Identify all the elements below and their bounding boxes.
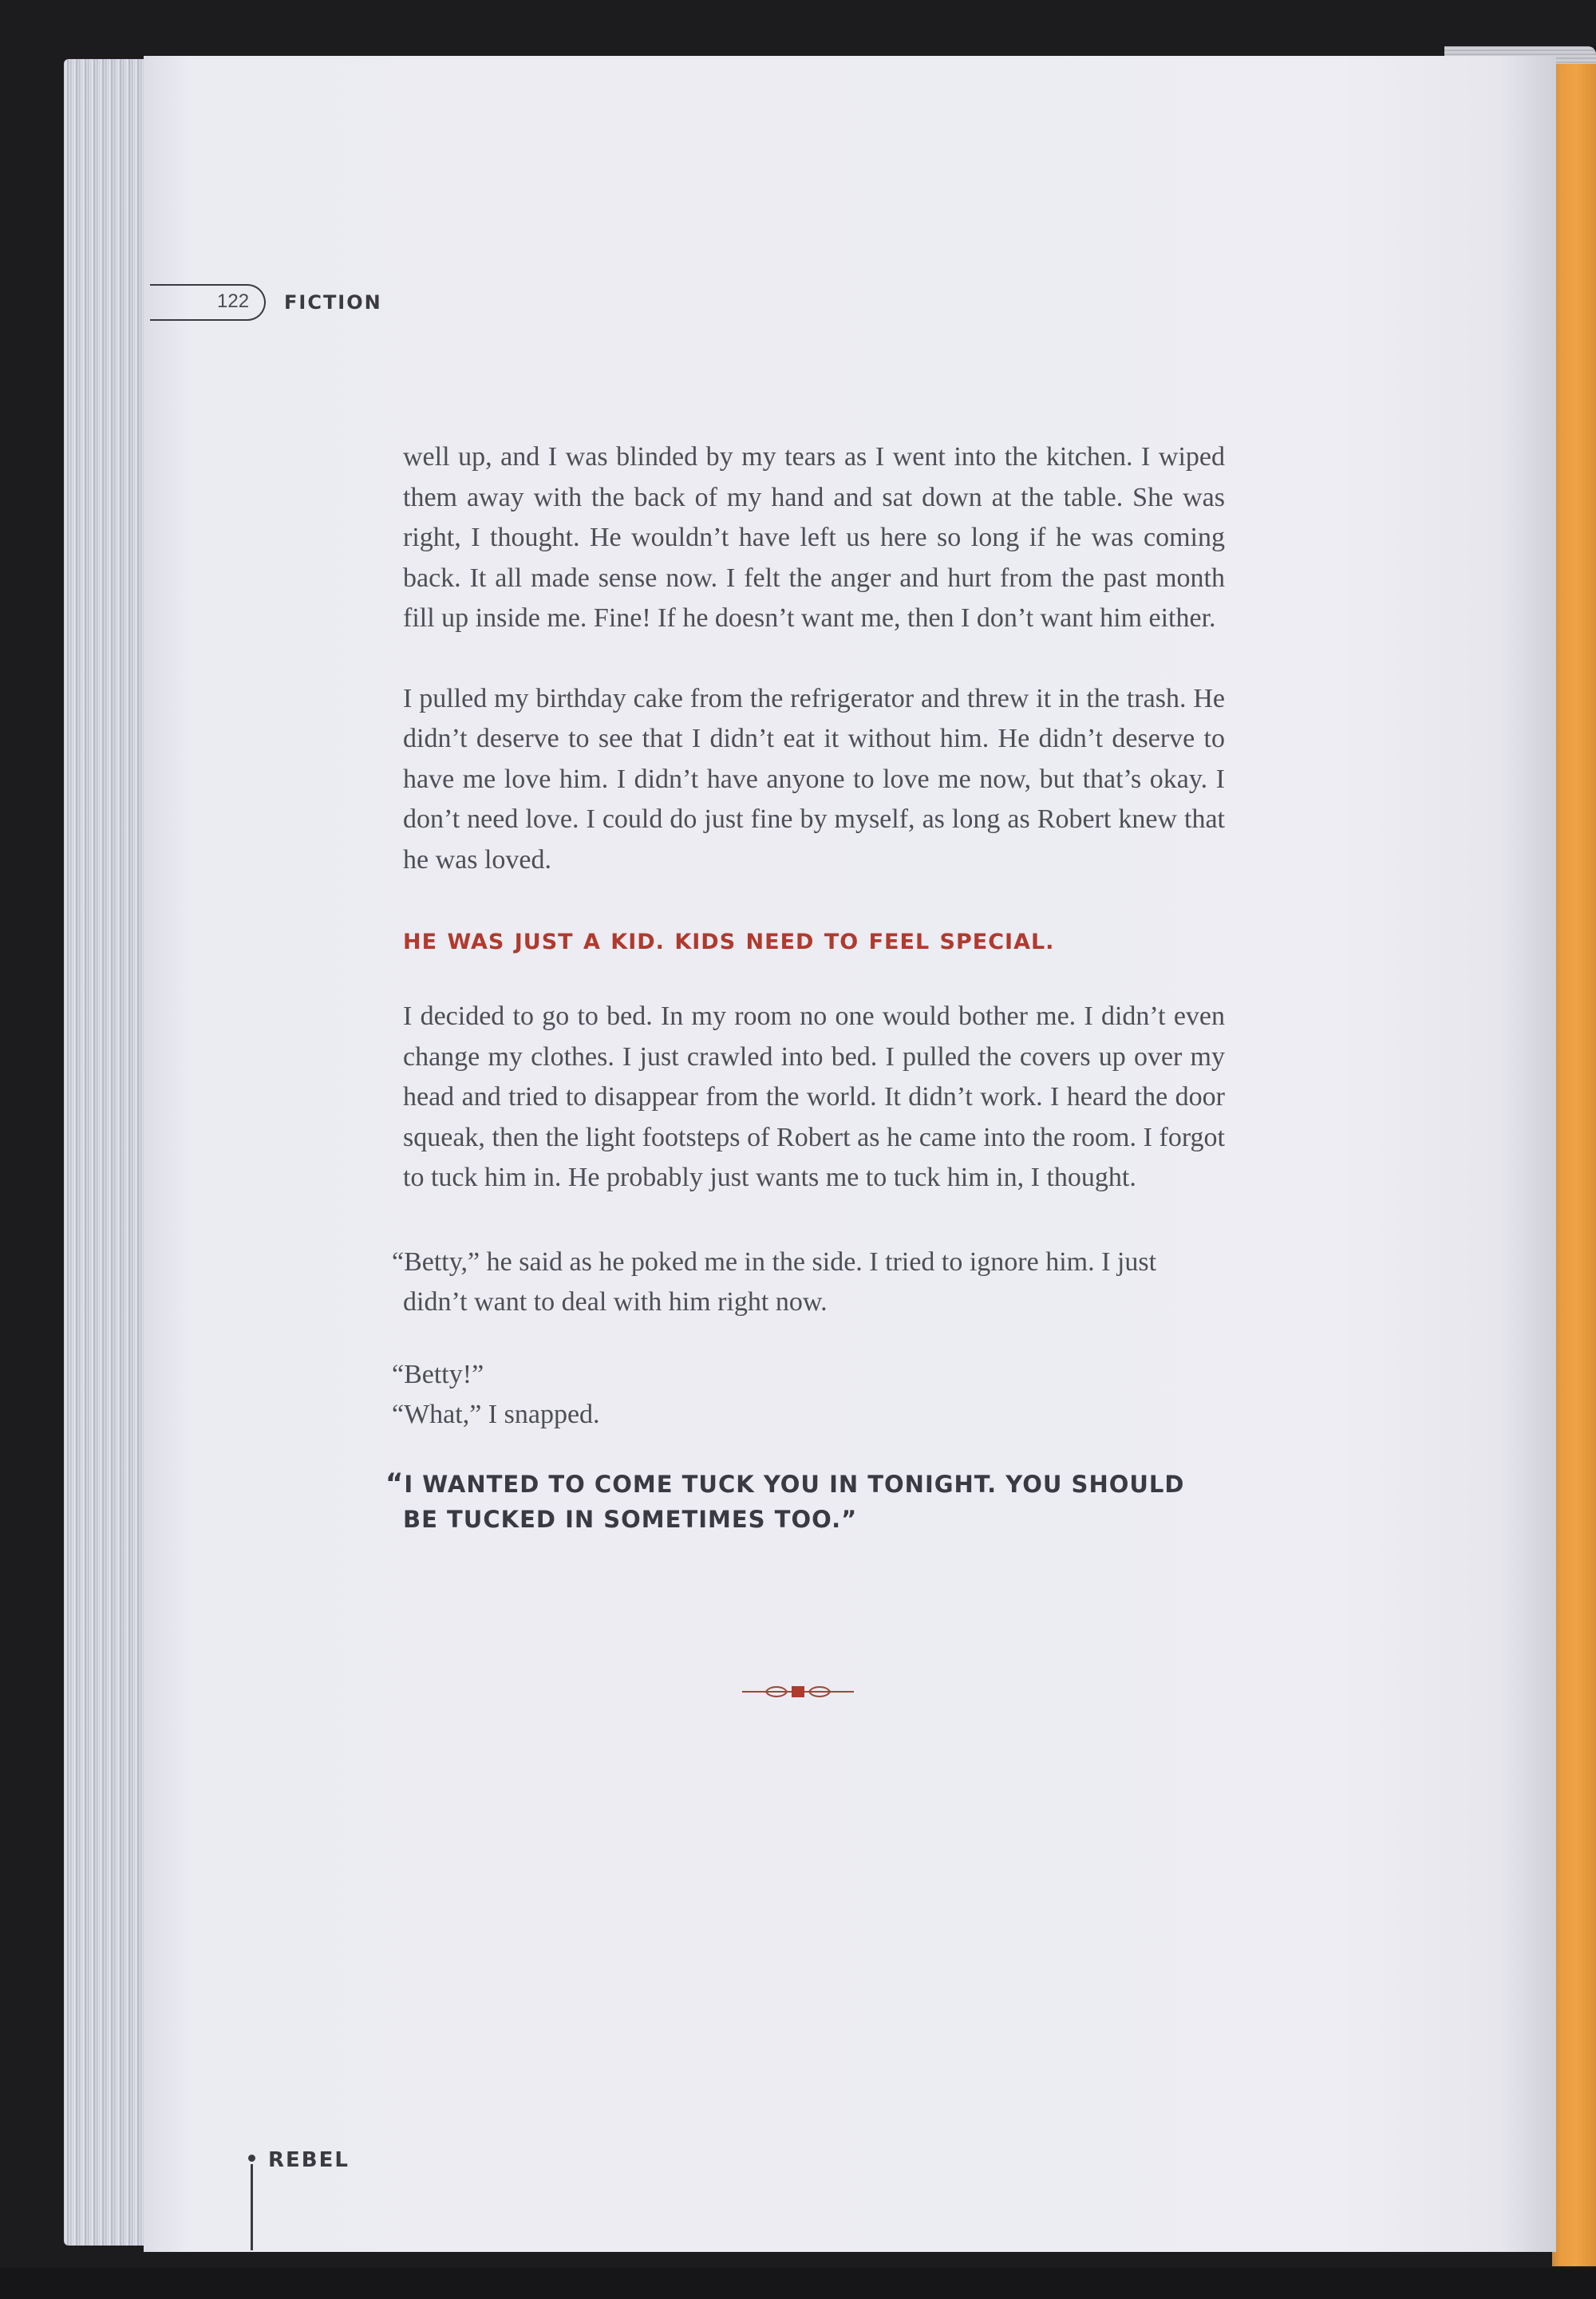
- dialogue-line: “What,” I snapped.: [392, 1400, 600, 1429]
- paragraph: I decided to go to bed. In my room no one would bother me. I didn’t even change my clothes. I just crawled into bed. I pulled the covers up over my head and tried to disappear from the world. It didn’t work. I heard the door squeak, then the light footsteps of Robert as he came into the room. I forgot to tuck him in. He probably just wants me to tuck him in, I thought.: [403, 1001, 1225, 1192]
- section-label: FICTION: [284, 291, 382, 314]
- pull-quote-dark-text: I WANTED TO COME TUCK YOU IN TONIGHT. YOU SHOULD BE TUCKED IN SOMETIMES TOO.”: [403, 1470, 1185, 1533]
- dialogue-line: “Betty!”: [392, 1359, 484, 1389]
- quote-mark: “: [385, 1467, 405, 1499]
- section-ornament-icon: [742, 1676, 854, 1708]
- body-text: [385, 437, 1225, 1537]
- footer-rule: [251, 2164, 253, 2250]
- footer-dot: [248, 2155, 255, 2162]
- background-dark: [0, 2268, 1596, 2299]
- dialogue-line: “Betty,” he said as he poked me in the side. I tried to ignore him. I just didn’t want to deal with him right now.: [392, 1246, 1157, 1317]
- page-number: 122: [217, 290, 250, 312]
- paragraph: I pulled my birthday cake from the refrigerator and threw it in the trash. He didn’t deserve to see that I didn’t eat it without him. He didn’t deserve to have me love him. I didn’t have anyone to love me now, but that’s okay. I don’t need love. I could do just fine by myself, as long as Robert knew that he was loved.: [403, 683, 1225, 875]
- page-stack-edge: [64, 59, 152, 2246]
- pull-quote-dark: [385, 1466, 1225, 1537]
- book-cover-edge: [1552, 64, 1596, 2266]
- paragraph: well up, and I was blinded by my tears as I went into the kitchen. I wiped them away with the back of my hand and sat down at the table. She was right, I thought. He wouldn’t have left us here so long if he was coming back. It all made sense now. I felt the anger and hurt from the past month fill up inside me. Fine! If he doesn’t want me, then I don’t want him either.: [403, 442, 1225, 633]
- footer-label: REBEL: [268, 2148, 350, 2172]
- pull-quote-red: HE WAS JUST A KID. KIDS NEED TO FEEL SPECIAL.: [403, 930, 1055, 954]
